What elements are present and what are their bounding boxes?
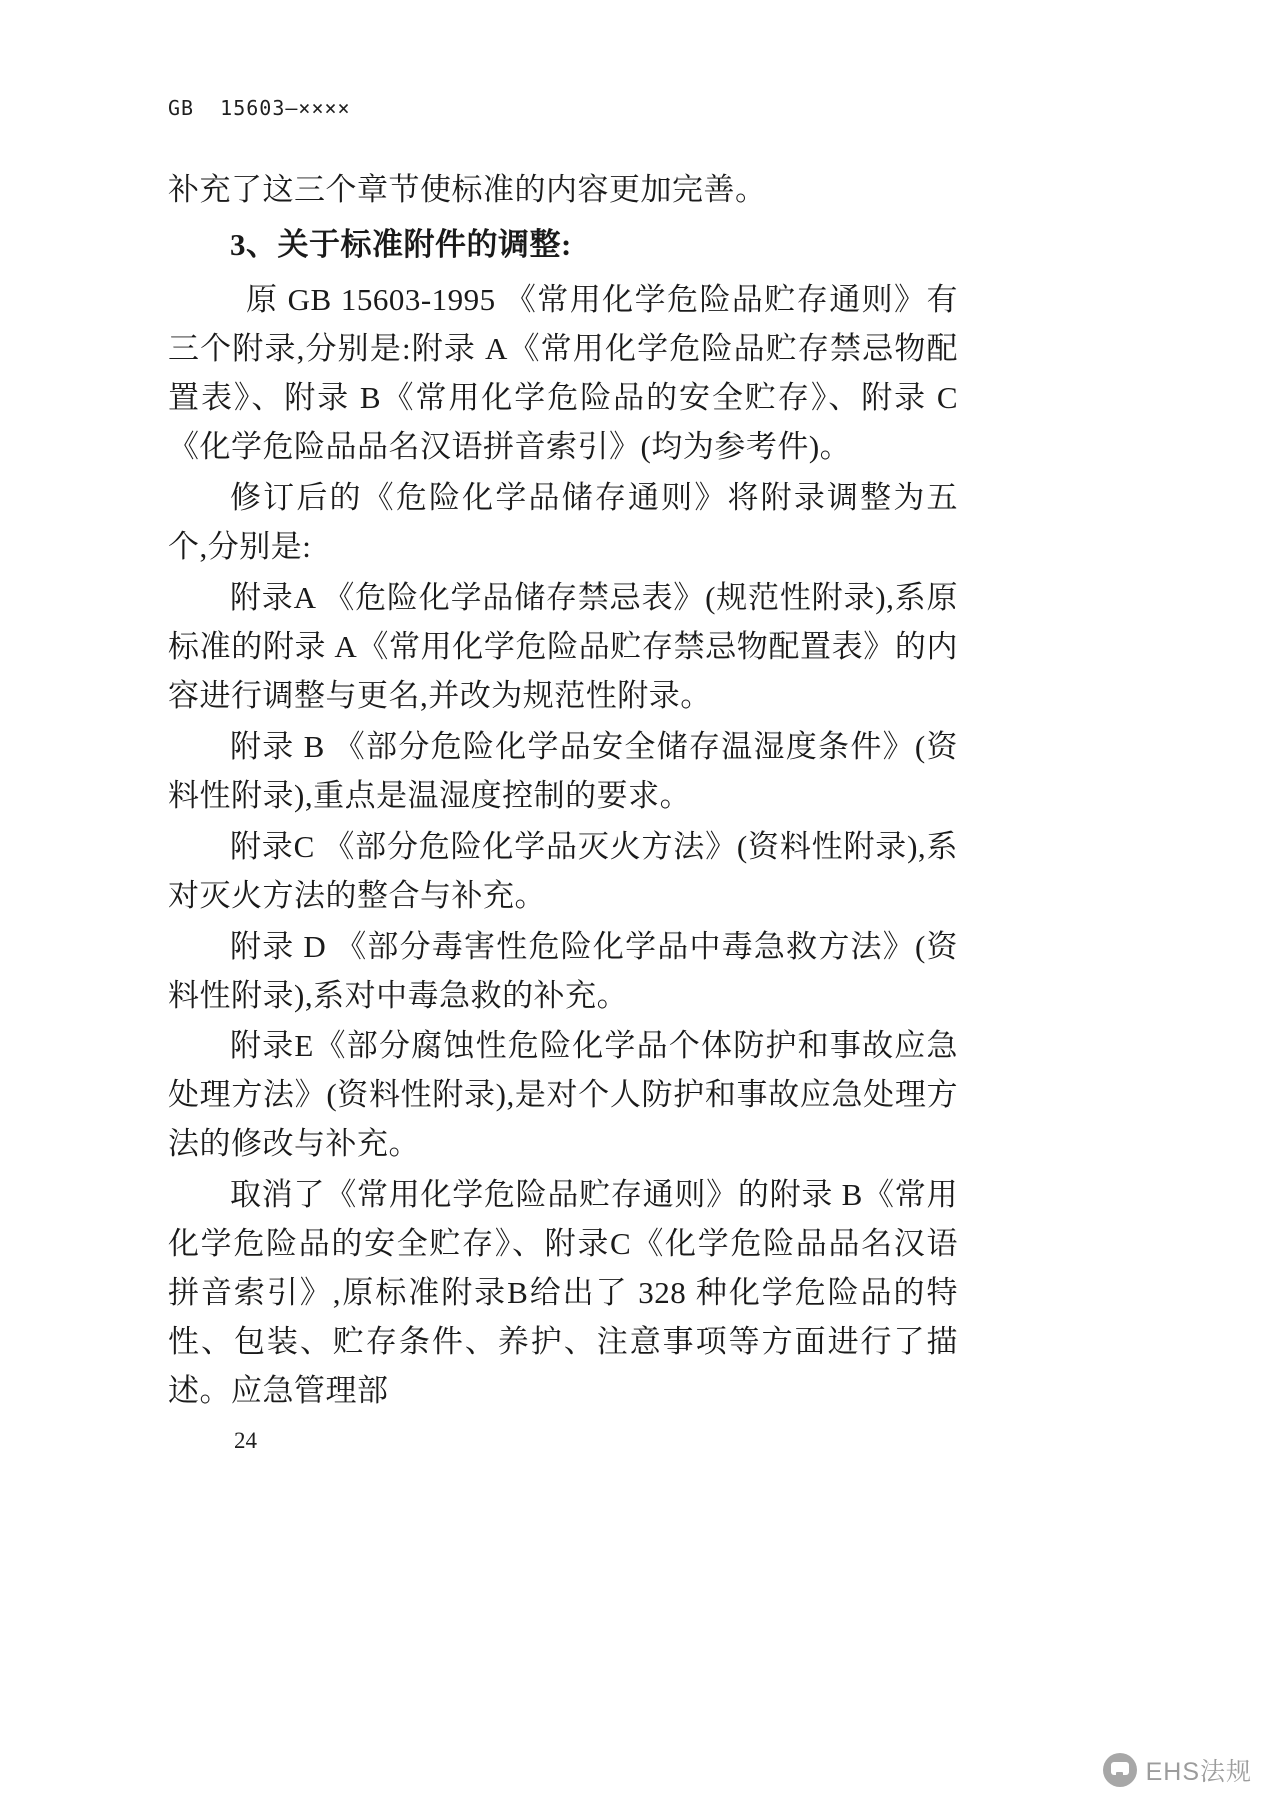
watermark [1103, 1752, 1252, 1788]
paragraph-annex-c: 附录C 《部分危险化学品灭火方法》(资料性附录),系对灭火方法的整合与补充。 [168, 828, 958, 913]
paragraph-old-annexes: 原 GB 15603-1995 《常用化学危险品贮存通则》有三个附录,分别是:附录 A《常用化学危险品贮存禁忌物配置表》、附录 B《常用化学危险品的安全贮存》、附录 C《化学危险品品名汉语拼音索引》(均为参考件)。 [168, 281, 958, 464]
watermark-label: EHS法规 [1145, 1758, 1252, 1786]
paragraph-removed-annexes: 取消了《常用化学危险品贮存通则》的附录 B《常用化学危险品的安全贮存》、附录C《化学危险品品名汉语拼音索引》,原标准附录B给出了 328 种化学危险品的特性、包装、贮存条件、养护、注意事项等方面进行了描述。应急管理部 [168, 1177, 958, 1409]
paragraph-continuation: 补充了这三个章节使标准的内容更加完善。 [168, 172, 767, 207]
paragraph-annex-a: 附录A 《危险化学品储存禁忌表》(规范性附录),系原标准的附录 A《常用化学危险品贮存禁忌物配置表》的内容进行调整与更名,并改为规范性附录。 [168, 579, 958, 713]
paragraph-annex-e: 附录E《部分腐蚀性危险化学品个体防护和事故应急处理方法》(资料性附录),是对个人防护和事故应急处理方法的修改与补充。 [168, 1028, 958, 1162]
section-heading-3: 3、关于标准附件的调整: [230, 226, 572, 262]
wechat-official-account-icon [1103, 1753, 1137, 1787]
page-number: 24 [234, 1428, 257, 1453]
standard-number-header: GB 15603—×××× [168, 96, 351, 120]
paragraph-annex-b: 附录 B 《部分危险化学品安全储存温湿度条件》(资料性附录),重点是温湿度控制的要求。 [168, 728, 958, 813]
paragraph-revised-intro: 修订后的《危险化学品储存通则》将附录调整为五个,分别是: [168, 479, 958, 564]
document-body [168, 96, 958, 1418]
paragraph-annex-d: 附录 D 《部分毒害性危险化学品中毒急救方法》(资料性附录),系对中毒急救的补充。 [168, 928, 958, 1013]
